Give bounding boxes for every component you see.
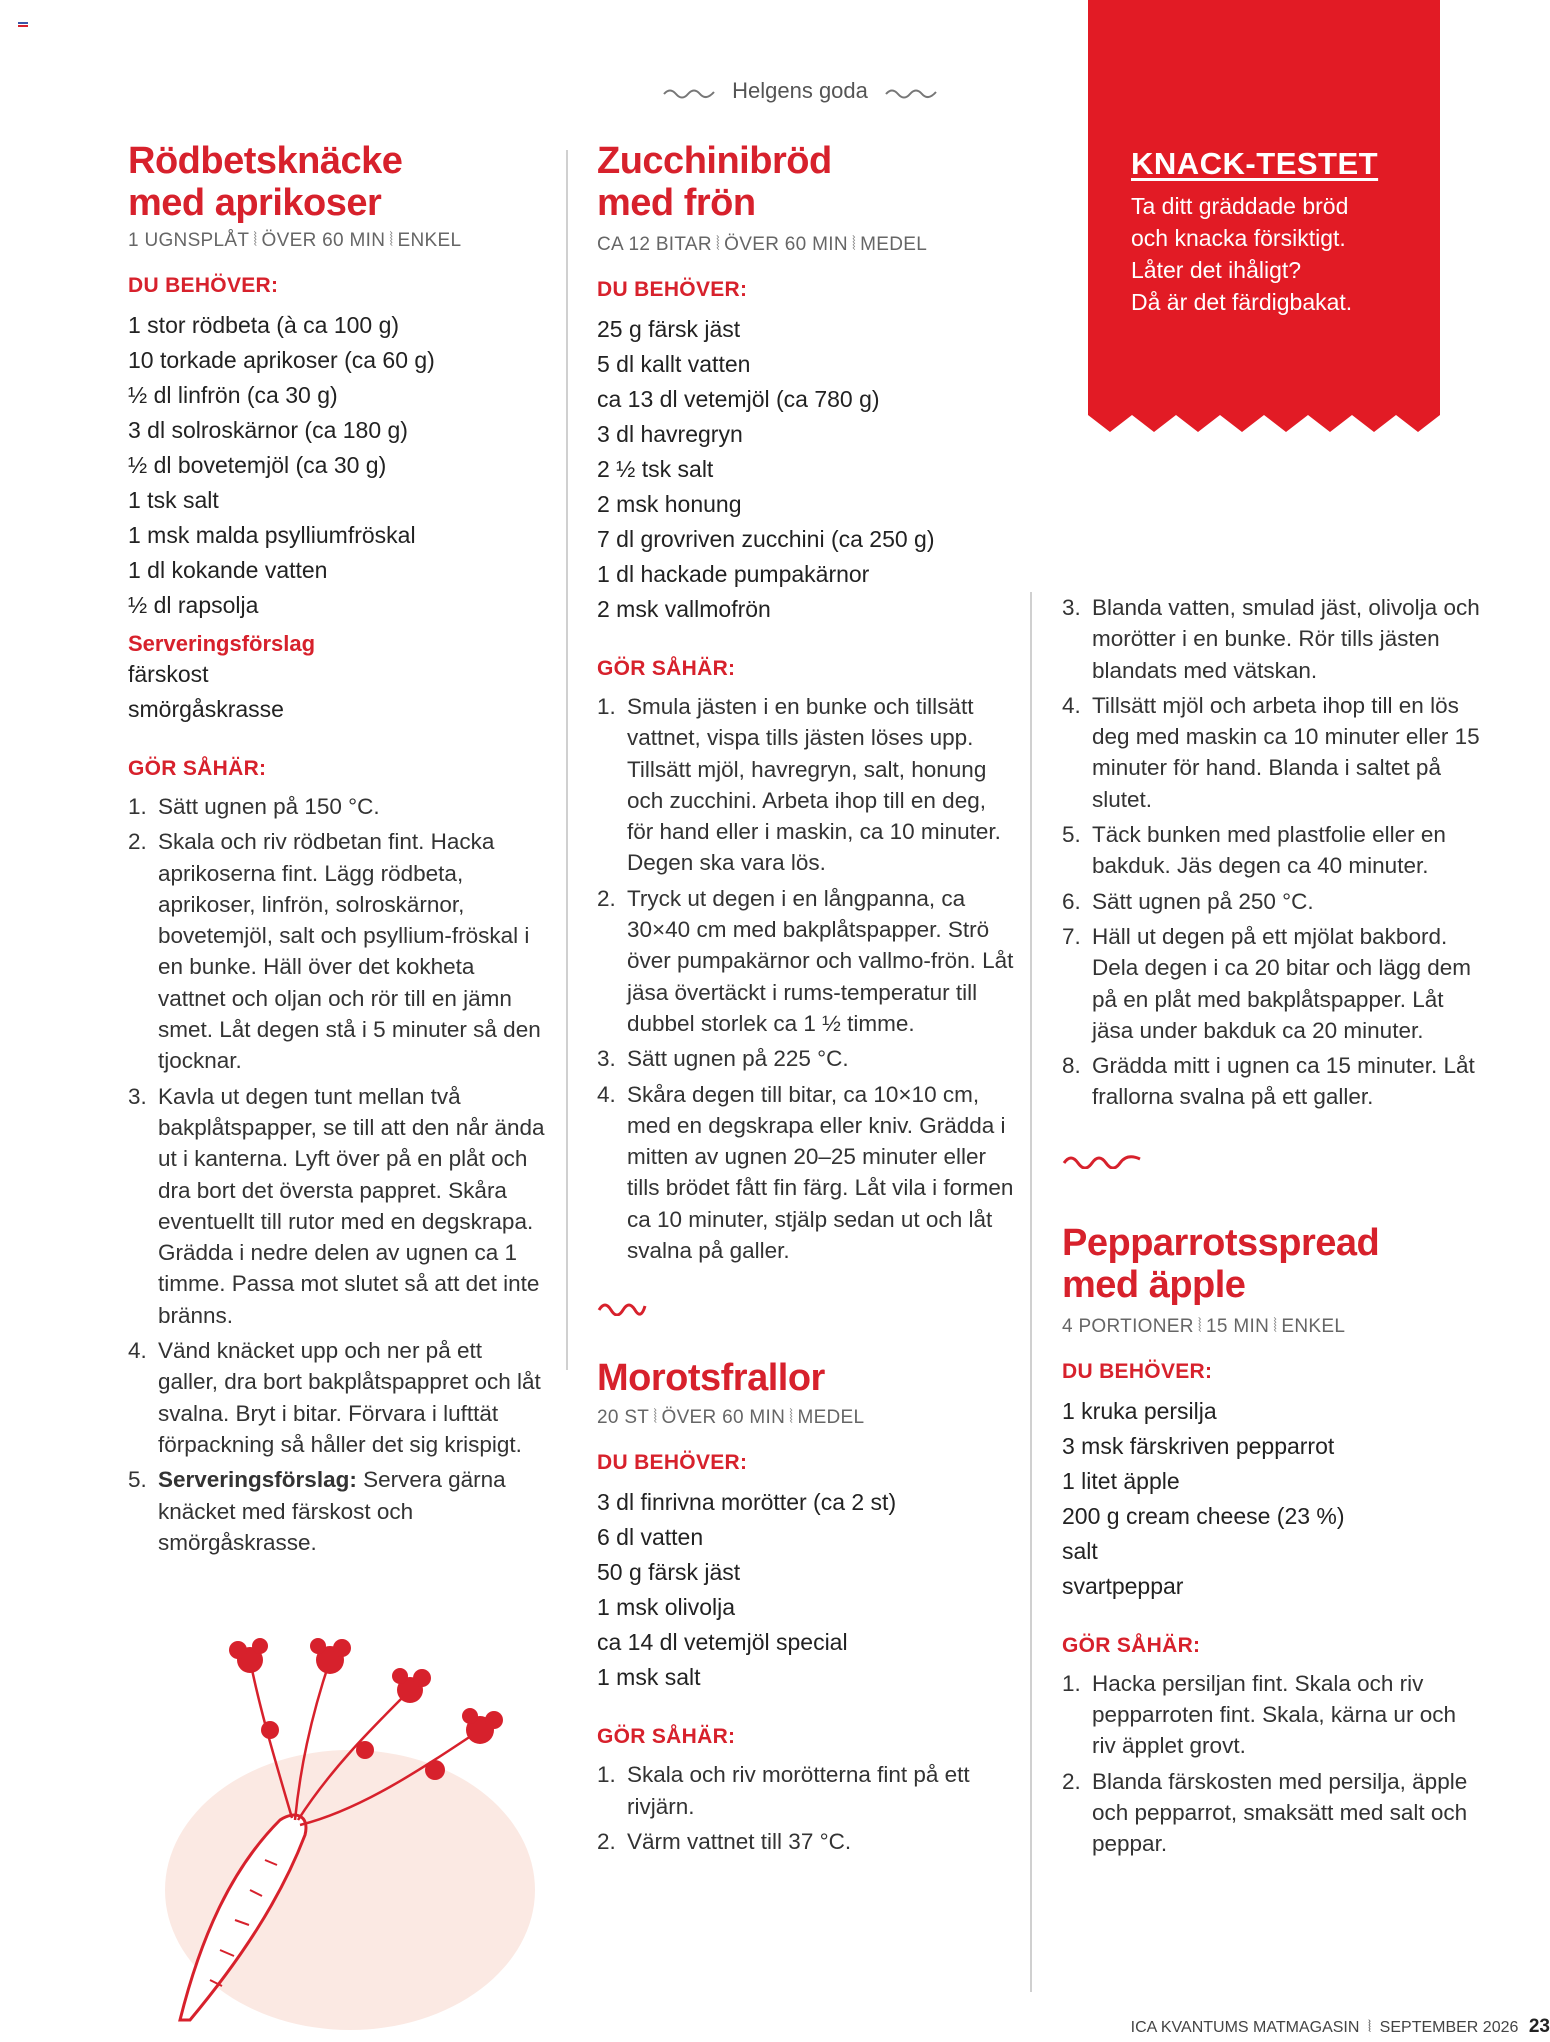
separator-icon: ⦚ (1367, 2019, 1372, 2036)
page-number: 23 (1528, 2016, 1550, 2037)
title-line: med frön (597, 182, 756, 224)
step-text: Sätt ugnen på 150 °C. (158, 794, 380, 819)
method-steps (128, 791, 548, 1558)
step-text: Skåra degen till bitar, ca 10×10 cm, med en degskrapa eller kniv. Grädda i mitten av ugnen 20–25 minuter eller tills brödet fått fin färg. Låt vila i formen ca 10 minuter, stjälp sedan ut och låt svalna på galler. (627, 1081, 1014, 1264)
separator-icon: ⦚ (1273, 1315, 1278, 1337)
ingredient: 3 dl finrivna morötter (ca 2 st) (597, 1489, 897, 1516)
step-text: Blanda vatten, smulad jäst, olivolja och morötter i en bunke. Rör tills jästen blandats med vätskan. (1092, 595, 1480, 683)
ingredient: 2 ½ tsk salt (597, 456, 714, 482)
step-number: 3. (1062, 595, 1081, 620)
meta-yield: 1 UGNSPLÅT (128, 230, 250, 251)
ingredient: 6 dl vatten (597, 1524, 704, 1551)
ingredient-list (128, 308, 548, 623)
title-line: Pepparrotsspread (1062, 1221, 1380, 1264)
title-line: med äpple (1062, 1263, 1246, 1306)
wave-ornament-icon (884, 85, 938, 99)
step (1062, 1668, 1482, 1762)
ingredient: 1 msk malda psylliumfröskal (128, 522, 416, 548)
ingredient: ½ dl linfrön (ca 30 g) (128, 382, 338, 408)
recipe-meta (597, 1407, 1017, 1429)
step (1062, 592, 1482, 686)
recipe-title (128, 140, 548, 224)
method-steps (597, 691, 1017, 1266)
step-text: Skala och riv morötterna fint på ett rivjärn. (627, 1762, 970, 1819)
ingredients-heading: DU BEHÖVER: (597, 1451, 748, 1475)
recipe-meta (1062, 1316, 1482, 1338)
recipe-morotsfrallor (597, 1357, 1017, 1857)
ingredient: 1 stor rödbeta (à ca 100 g) (128, 312, 400, 338)
footer-issue: SEPTEMBER 2026 (1379, 2019, 1519, 2036)
step (597, 1759, 1017, 1822)
ingredients-heading: DU BEHÖVER: (597, 278, 748, 301)
ingredient: ca 13 dl vetemjöl (ca 780 g) (597, 386, 880, 412)
step-text: Sätt ugnen på 250 °C. (1092, 888, 1314, 914)
step-text: Hacka persiljan fint. Skala och riv pepparroten fint. Skala, kärna ur och riv äpplet grovt. (1092, 1670, 1456, 1759)
wave-divider-icon (597, 1298, 647, 1316)
tip-body (1131, 190, 1431, 318)
step-number: 5. (1062, 822, 1081, 848)
step (597, 1079, 1017, 1267)
ingredient: svartpeppar (1062, 1572, 1184, 1599)
meta-difficulty: MEDEL (860, 234, 928, 255)
ingredient: 3 dl solroskärnor (ca 180 g) (128, 417, 408, 443)
ingredient: 200 g cream cheese (23 %) (1062, 1502, 1345, 1529)
step-number: 3. (128, 1083, 147, 1109)
tip-title: KNACK-TESTET (1131, 146, 1379, 181)
meta-difficulty: ENKEL (1281, 1315, 1346, 1337)
recipe-pepparrotsspread (1062, 1222, 1482, 1860)
recipe-meta (128, 230, 548, 252)
step (597, 883, 1017, 1039)
ingredient: salt (1062, 1537, 1098, 1564)
step-text: Täck bunken med plastfolie eller en bakduk. Jäs degen ca 40 minuter. (1092, 822, 1446, 879)
step-number: 4. (1062, 692, 1081, 718)
step (1062, 1766, 1482, 1860)
method-heading: GÖR SÅHÄR: (597, 657, 736, 680)
serving-heading: Serveringsförslag (128, 631, 316, 656)
separator-icon: ⦚ (851, 234, 857, 255)
ingredient: 3 dl havregryn (597, 421, 743, 447)
step-number: 2. (1062, 1768, 1081, 1794)
footer-magazine: ICA KVANTUMS MATMAGASIN (1130, 2019, 1360, 2036)
step (128, 1464, 548, 1558)
step-text: Skala och riv rödbetan fint. Hacka aprikoserna fint. Lägg rödbeta, aprikoser, linfrön, solroskärnor, bovetemjöl, salt och psyllium-fröskal i en bunke. Häll över det kokheta vattnet och oljan och rör till en jämn smet. Låt degen stå i 5 minuter så den tjocknar. (158, 829, 541, 1074)
ingredient: ½ dl rapsolja (128, 592, 259, 618)
ingredient: 7 dl grovriven zucchini (ca 250 g) (597, 526, 935, 552)
ingredient-list (597, 312, 1017, 627)
ingredient: ca 14 dl vetemjöl special (597, 1629, 848, 1656)
separator-icon: ⦚ (253, 230, 258, 251)
serving-list (128, 657, 548, 727)
separator-icon: ⦚ (653, 1407, 658, 1429)
step (128, 791, 548, 822)
step-text: Servera gärna knäcket med färskost och smörgåskrasse. (158, 1467, 506, 1555)
meta-time: ÖVER 60 MIN (661, 1407, 786, 1429)
step-number: 4. (128, 1338, 147, 1364)
serving-item: färskost (128, 661, 209, 687)
method-heading: GÖR SÅHÄR: (597, 1725, 736, 1749)
tip-line: och knacka försiktigt. (1131, 225, 1346, 251)
step (128, 1335, 548, 1460)
meta-yield: 4 PORTIONER (1062, 1315, 1194, 1337)
serving-item: smörgåskrasse (128, 696, 284, 722)
step-number: 1. (597, 694, 616, 719)
meta-difficulty: MEDEL (797, 1407, 865, 1429)
recipe-zucchinibrod (597, 140, 1017, 1861)
ingredient-list (597, 1485, 1017, 1695)
method-steps (1062, 592, 1482, 1113)
recipe-meta (597, 234, 1017, 256)
step (1062, 921, 1482, 1046)
title-line: Rödbetsknäcke (128, 140, 403, 182)
step-text: Blanda färskosten med persilja, äpple och pepparrot, smaksätt med salt och peppar. (1092, 1768, 1468, 1857)
wave-divider-icon (1062, 1151, 1142, 1169)
step-number: 1. (128, 794, 147, 819)
wave-ornament-icon (662, 85, 716, 99)
recipe-rodbetsknacke (128, 140, 548, 1562)
ingredient: 1 dl hackade pumpakärnor (597, 561, 870, 587)
meta-time: ÖVER 60 MIN (261, 230, 386, 251)
method-steps (597, 1759, 1017, 1857)
ingredient-list (1062, 1394, 1482, 1604)
ingredient: 1 tsk salt (128, 487, 219, 513)
step-number: 5. (128, 1467, 147, 1493)
step-number: 3. (597, 1046, 616, 1072)
tip-box (1131, 146, 1431, 318)
step-number: 7. (1062, 923, 1081, 949)
separator-icon: ⦚ (1197, 1315, 1203, 1337)
step (597, 691, 1017, 879)
tip-line: Då är det färdigbakat. (1131, 289, 1353, 315)
step-number: 1. (1062, 1670, 1081, 1696)
step (128, 826, 548, 1076)
step-number: 2. (128, 829, 147, 855)
separator-icon: ⦚ (389, 230, 394, 251)
ingredient: 50 g färsk jäst (597, 1559, 741, 1586)
ingredient: ½ dl bovetemjöl (ca 30 g) (128, 452, 387, 478)
ingredient: 1 msk salt (597, 1664, 701, 1691)
section-title: Helgens goda (732, 78, 868, 103)
tip-line: Ta ditt gräddade bröd (1131, 193, 1349, 219)
ingredient: 3 msk färskriven pepparrot (1062, 1432, 1335, 1459)
flag-icon (18, 20, 28, 30)
ingredient: 1 kruka persilja (1062, 1397, 1217, 1424)
step-text: Vänd knäcket upp och ner på ett galler, dra bort bakplåtspappret och låt svalna. Bryt i bitar. Förvara i lufttät förpackning så håller det sig krispigt. (158, 1338, 541, 1457)
ingredient: 5 dl kallt vatten (597, 351, 751, 377)
step-text: Grädda mitt i ugnen ca 15 minuter. Låt frallorna svalna på ett galler. (1092, 1053, 1475, 1110)
title-line: med aprikoser (128, 182, 382, 224)
carrot-illustration (160, 1620, 560, 2030)
step-text: Kavla ut degen tunt mellan två bakplåtspapper, se till att den når ända ut i kanterna. Lyft över på en plåt och dra bort det översta pappret. Skåra eventuellt till rutor med en degskrapa. Grädda i nedre delen av ugnen ca 1 timme. Passa mot slutet så att det inte bränns. (158, 1083, 545, 1328)
separator-icon: ⦚ (789, 1407, 794, 1429)
ingredient: 25 g färsk jäst (597, 316, 741, 342)
method-heading: GÖR SÅHÄR: (128, 757, 267, 780)
step-bold-label: Serveringsförslag: (158, 1467, 357, 1493)
page-footer (1120, 2016, 1550, 2038)
step-text: Smula jästen i en bunke och tillsätt vattnet, vispa tills jästen löses upp. Tillsätt mjöl, havregryn, salt, honung och zucchini. Arbeta ihop till en deg, för hand eller i maskin, ca 10 minuter. Degen ska vara lös. (627, 694, 1001, 876)
meta-yield: 20 ST (597, 1407, 650, 1429)
ingredient: 2 msk honung (597, 491, 742, 517)
step-text: Tryck ut degen i en långpanna, ca 30×40 cm med bakplåtspapper. Strö över pumpakärnor och vallmo-frön. Låt jäsa övertäckt i rums-temperatur till dubbel storlek ca 1 ½ timme. (627, 885, 1014, 1036)
step-number: 2. (597, 1828, 616, 1854)
step (1062, 1050, 1482, 1113)
recipe-title (1062, 1222, 1482, 1306)
method-steps (1062, 1668, 1482, 1860)
tip-line: Låter det ihåligt? (1131, 257, 1302, 283)
ingredient: 2 msk vallmofrön (597, 596, 771, 622)
step-number: 8. (1062, 1053, 1081, 1079)
step-text: Sätt ugnen på 225 °C. (627, 1046, 849, 1072)
method-heading: GÖR SÅHÄR: (1062, 1633, 1201, 1657)
ingredients-heading: DU BEHÖVER: (128, 274, 279, 297)
meta-time: ÖVER 60 MIN (724, 234, 848, 255)
ingredient: 10 torkade aprikoser (ca 60 g) (128, 347, 435, 373)
ingredient: 1 litet äpple (1062, 1467, 1180, 1494)
step (1062, 886, 1482, 917)
ingredient: 1 msk olivolja (597, 1594, 736, 1621)
step-text: Värm vattnet till 37 °C. (627, 1828, 852, 1854)
column-divider (1030, 592, 1032, 1992)
step-number: 6. (1062, 888, 1081, 914)
meta-difficulty: ENKEL (397, 230, 462, 251)
step-number: 2. (597, 885, 616, 911)
step-text: Tillsätt mjöl och arbeta ihop till en lös deg med maskin ca 10 minuter eller 15 minuter för hand. Blanda i saltet på slutet. (1092, 692, 1480, 812)
step (128, 1081, 548, 1331)
step-text: Häll ut degen på ett mjölat bakbord. Dela degen i ca 20 bitar och lägg dem på en plåt med bakplåtspapper. Låt jäsa under bakduk ca 20 minuter. (1092, 923, 1471, 1043)
step-number: 1. (597, 1762, 616, 1788)
recipe-title: Morotsfrallor (597, 1357, 825, 1400)
recipe-title (597, 140, 1017, 224)
step (1062, 819, 1482, 882)
meta-yield: CA 12 BITAR (597, 234, 712, 255)
column-divider (566, 150, 568, 1370)
title-line: Zucchinibröd (597, 140, 832, 182)
ingredients-heading: DU BEHÖVER: (1062, 1359, 1213, 1383)
meta-time: 15 MIN (1206, 1315, 1270, 1337)
step (1062, 690, 1482, 815)
step (597, 1826, 1017, 1857)
step (597, 1043, 1017, 1074)
recipe-morotsfrallor-continued (1062, 592, 1482, 1864)
step-number: 4. (597, 1081, 616, 1107)
ingredient: 1 dl kokande vatten (128, 557, 328, 583)
separator-icon: ⦚ (715, 234, 721, 255)
